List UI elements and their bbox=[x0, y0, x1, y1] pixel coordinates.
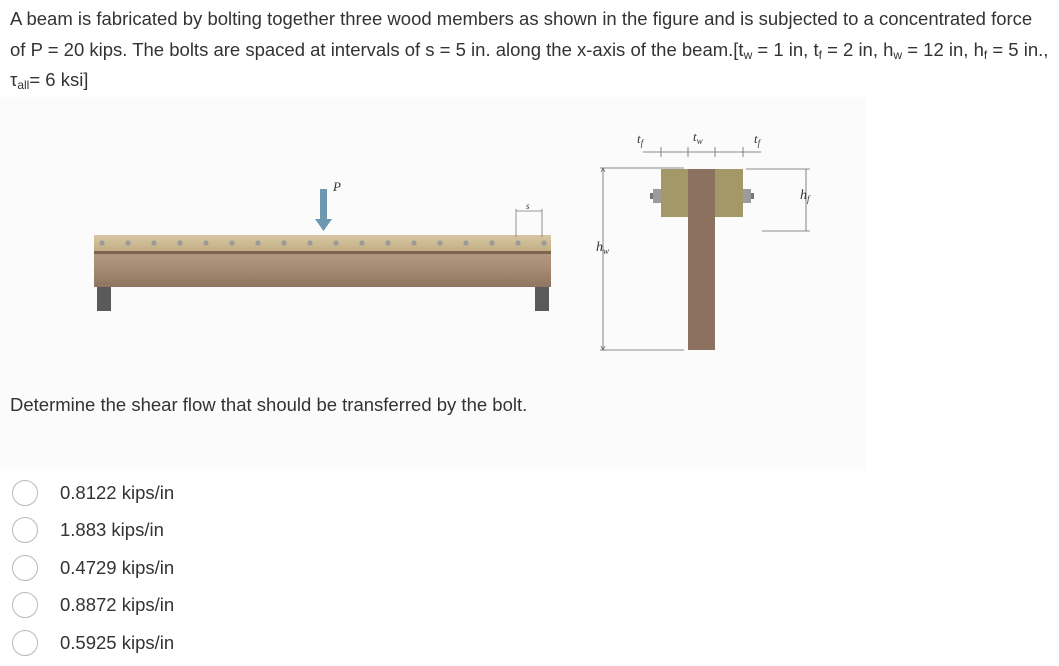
beam-web bbox=[94, 251, 551, 287]
spacing-dimension bbox=[516, 209, 542, 237]
beam-figure bbox=[0, 97, 866, 389]
section-flange-right bbox=[715, 169, 743, 217]
radio-button[interactable] bbox=[12, 517, 38, 543]
answer-options bbox=[12, 474, 174, 662]
right-support bbox=[535, 287, 549, 311]
radio-button[interactable] bbox=[12, 480, 38, 506]
label-hf: $h_f$ bbox=[800, 188, 810, 204]
load-arrow bbox=[315, 189, 332, 231]
option-label: 1.883 kips/in bbox=[60, 519, 164, 541]
label-tf-right: $t_f$ bbox=[754, 131, 761, 148]
answer-option-1[interactable] bbox=[12, 474, 174, 512]
radio-button[interactable] bbox=[12, 592, 38, 618]
answer-option-2[interactable] bbox=[12, 512, 174, 550]
beam-diagram bbox=[0, 97, 866, 389]
option-label: 0.8872 kips/in bbox=[60, 594, 175, 616]
option-label: 0.8122 kips/in bbox=[60, 481, 175, 503]
beam-flange-top bbox=[94, 235, 551, 251]
answer-option-4[interactable] bbox=[12, 587, 174, 625]
label-s: s bbox=[526, 201, 530, 211]
label-hw: $h_w$ bbox=[596, 240, 610, 256]
answer-option-3[interactable] bbox=[12, 549, 174, 587]
label-tw: $t_w$ bbox=[693, 129, 703, 146]
label-P: P bbox=[333, 179, 341, 194]
radio-button[interactable] bbox=[12, 555, 38, 581]
option-label: 0.5925 kips/in bbox=[60, 631, 175, 653]
radio-button[interactable] bbox=[12, 630, 38, 656]
question-text: A beam is fabricated by bolting together three wood members as shown in the figure and is subjected to a concentrated force of P = 20 kips. The bolts are spaced at intervals of s = 5 in. along the x-axis of the $beam.[t_w = 1$ in, $t_f = 2$ in, $h_w = 12$ in, $h_f = 5$ in., $\tau_{all}= 6$ ksi] bbox=[10, 8, 1049, 92]
question-prompt: Determine the shear flow that should be transferred by the bolt. bbox=[10, 394, 528, 415]
section-web bbox=[688, 169, 715, 350]
section-flange-left bbox=[661, 169, 688, 217]
left-support bbox=[97, 287, 111, 311]
top-dimensions bbox=[643, 147, 761, 157]
option-label: 0.4729 kips/in bbox=[60, 556, 175, 578]
answer-option-5[interactable] bbox=[12, 624, 174, 662]
label-tf-left: $t_f$ bbox=[637, 131, 644, 148]
